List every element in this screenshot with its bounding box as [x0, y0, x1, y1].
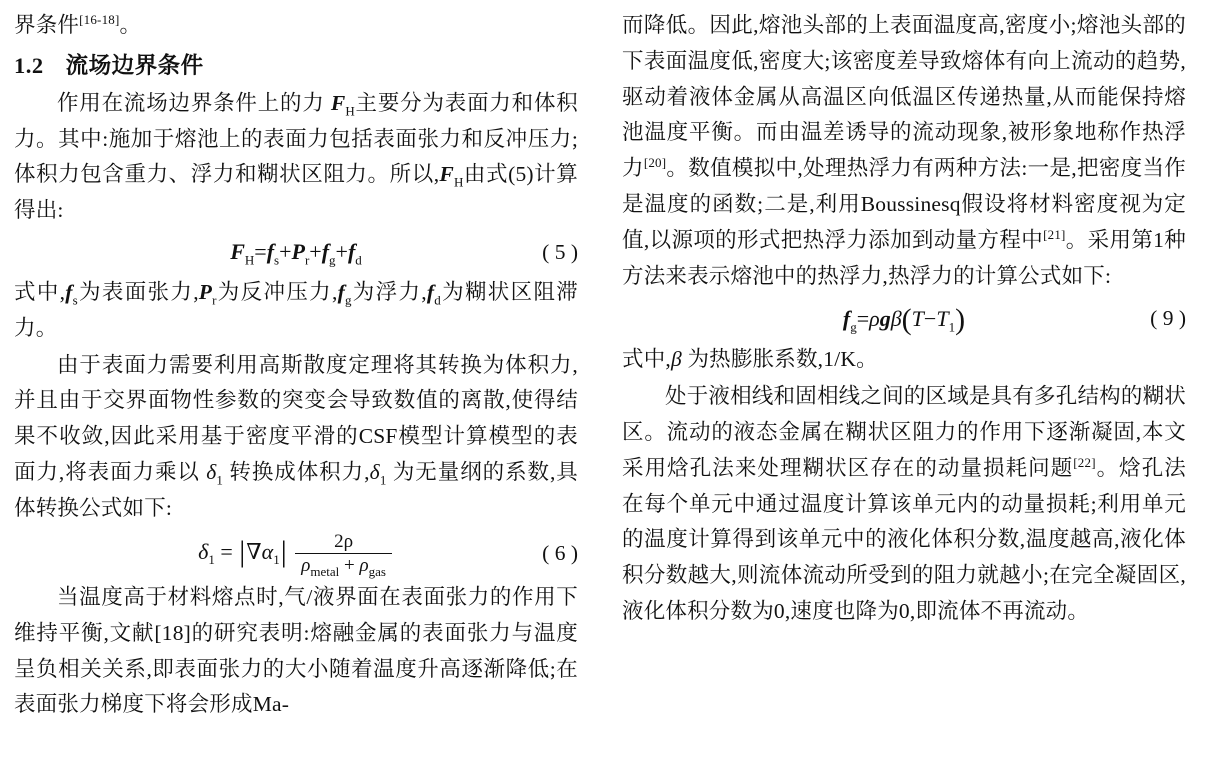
eq6-delta-sub: 1 — [208, 551, 215, 567]
symbol-delta1-2-sub: 1 — [379, 472, 387, 488]
para2-text-d: 为浮力, — [351, 279, 427, 304]
citation-ref-20: [20] — [643, 155, 667, 171]
right-paragraph-1 — [622, 8, 1186, 294]
eq9-fg-sub: g — [850, 319, 857, 335]
symbol-fh2-sub: H — [453, 174, 464, 190]
symbol-pr: P — [198, 279, 213, 304]
para3-text-b: 转换成体积力, — [223, 459, 370, 484]
eq9-T1: T — [936, 306, 949, 332]
eq6-den-rho-metal-sub: metal — [310, 563, 340, 579]
right-column — [622, 8, 1186, 631]
right-para1-text-b: 。数值模拟中,处理热浮力有两种方法:一是,把密度当作是温度的函数;二是,利用Boussinesq假设将材料密度视为定值,以源项的形式把热浮力添加到动量方程中 — [622, 156, 1186, 252]
equation-6-body — [198, 531, 394, 577]
eq6-den-rho-gas: ρ — [359, 554, 369, 576]
continued-text: 界条件 — [14, 13, 80, 37]
symbol-fd-sub: d — [434, 292, 441, 308]
equation-9 — [622, 298, 1186, 338]
right-para1-text-c: 。采用第1种方法来表示熔池中的热浮力,热浮力的计算公式如下: — [622, 227, 1186, 288]
paragraph-2 — [14, 275, 578, 347]
left-column — [14, 8, 578, 724]
para1-text-a: 作用在流场边界条件上的力 — [57, 90, 331, 115]
para2-text-a: 式中, — [14, 279, 66, 304]
eq9-paren-close: ) — [955, 303, 966, 337]
right-paragraph-2 — [622, 342, 1186, 378]
section-title: 流场边界条件 — [65, 52, 204, 78]
abs-bar-right: | — [280, 535, 287, 569]
section-heading — [14, 48, 578, 84]
section-number: 1.2 — [14, 52, 44, 78]
para3-text-c: 为无量纲的系数,具体转换公式如下: — [14, 459, 578, 520]
right-para3-text-b: 。焓孔法在每个单元中通过温度计算该单元内的动量损耗;利用单元的温度计算得到该单元中的液化体积分数,温度越高,液化体积分数越大,则流体流动所受到的阻力就越小;在完全凝固区,液化体积分数为0,速度也降为0,即流体不再流动。 — [622, 455, 1186, 623]
equation-9-number: ( 9 ) — [1150, 306, 1186, 331]
symbol-fh2: F — [439, 162, 454, 187]
right-paragraph-3 — [622, 379, 1186, 630]
paragraph-4: 当温度高于材料熔点时,气/液界面在表面张力的作用下维持平衡,文献[18]的研究表明:熔融金属的表面张力与温度呈负相关关系,即表面张力的大小随着温度升高逐渐降低;在表面张力梯度下将会形成Ma- — [14, 585, 578, 717]
eq9-T1-sub: 1 — [948, 319, 956, 335]
para2-text-e: 为糊状区阻滞力。 — [14, 279, 578, 340]
symbol-fs-sub: s — [72, 292, 78, 308]
eq9-rho: ρ — [869, 306, 880, 332]
eq6-denominator — [295, 553, 392, 579]
eq9-g: g — [879, 306, 891, 332]
symbol-delta1-sub: 1 — [216, 472, 224, 488]
symbol-fd: f — [426, 279, 435, 304]
eq6-den-plus: + — [339, 554, 360, 576]
equation-6 — [14, 531, 578, 577]
symbol-delta1: δ — [206, 459, 217, 484]
eq6-grad-sub: 1 — [273, 551, 280, 567]
symbol-delta1-2: δ — [369, 459, 380, 484]
equation-5-body: $F_H=f_s+P_r+f_g+f_d$ — [230, 238, 362, 268]
eq6-numerator: 2ρ — [334, 530, 354, 552]
eq9-equals: = — [856, 306, 870, 332]
continued-line — [14, 8, 578, 44]
equation-9-body — [843, 298, 965, 338]
eq9-paren-open: ( — [901, 303, 912, 337]
right-para2-text-a: 式中, — [622, 347, 671, 372]
eq6-den-rho-metal: ρ — [301, 554, 311, 576]
symbol-fg-sub: g — [344, 292, 352, 308]
symbol-beta: β — [670, 347, 682, 372]
symbol-fh: F — [330, 90, 346, 115]
symbol-pr-sub: r — [212, 292, 217, 308]
symbol-fs: f — [65, 279, 73, 304]
equation-5 — [14, 233, 578, 271]
right-para1-text-a: 而降低。因此,熔池头部的上表面温度高,密度小;熔池头部的下表面温度低,密度大;该密度差导致熔体有向上流动的趋势,驱动着液体金属从高温区向低温区传递热量,从而能保持熔池温度平衡。而由温差诱导的流动现象,被形象地称作热浮力 — [622, 13, 1186, 181]
symbol-fh-sub: H — [345, 103, 355, 119]
continued-text-end: 。 — [119, 13, 142, 37]
eq9-minus: − — [923, 306, 937, 332]
para2-text-c: 为反冲压力, — [216, 279, 338, 304]
right-para2-text-b: 为热膨胀系数,1/K。 — [681, 347, 878, 372]
abs-bar-left: | — [239, 535, 246, 569]
para2-text-b: 为表面张力, — [77, 279, 199, 304]
eq6-delta: δ — [198, 538, 209, 564]
paragraph-1 — [14, 86, 578, 229]
eq6-grad: ∇α — [246, 538, 274, 564]
right-para3-text-a: 处于液相线和固相线之间的区域是具有多孔结构的糊状区。流动的液态金属在糊状区阻力的作用下逐渐凝固,本文采用焓孔法来处理糊状区存在的动量损耗问题 — [622, 384, 1186, 480]
equation-6-number: ( 6 ) — [542, 541, 578, 566]
para1-text-b: 主要分为表面力和体积力。其中:施加于熔池上的表面力包括表面张力和反冲压力;体积力包含重力、浮力和糊状区阻力。所以, — [14, 90, 578, 187]
equation-5-number: ( 5 ) — [542, 239, 578, 264]
para3-text-a: 由于表面力需要利用高斯散度定理将其转换为体积力,并且由于交界面物性参数的突变会导致数值的离散,使得结果不收敛,因此采用基于密度平滑的CSF模型计算模型的表面力,将表面力乘以 — [14, 352, 578, 484]
eq6-fraction — [295, 531, 392, 577]
paragraph-3 — [14, 348, 578, 527]
citation-ref: [16-18] — [79, 11, 120, 27]
eq6-den-rho-gas-sub: gas — [368, 563, 386, 579]
eq9-beta: β — [890, 306, 902, 332]
eq9-T: T — [911, 306, 924, 332]
citation-ref-22: [22] — [1073, 454, 1096, 470]
eq6-equals: = — [220, 538, 233, 564]
two-column-body — [14, 8, 1186, 724]
para1-text-c: 由式(5)计算得出: — [14, 162, 578, 223]
symbol-fg: f — [337, 279, 345, 304]
citation-ref-21: [21] — [1043, 226, 1066, 242]
eq9-fg: f — [842, 306, 851, 332]
